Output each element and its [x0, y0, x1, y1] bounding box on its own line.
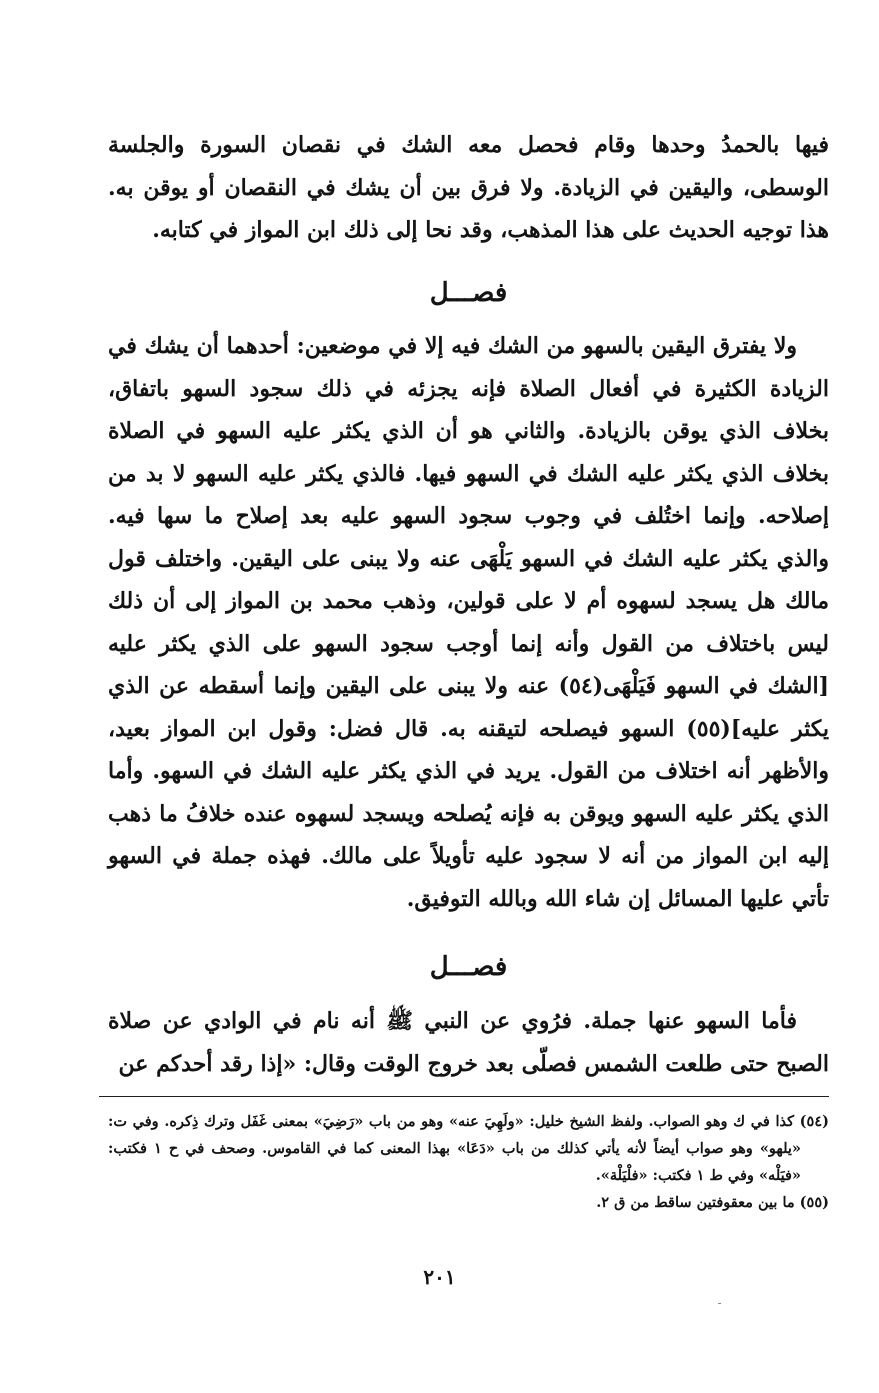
paragraph-2-container: [108, 325, 829, 920]
footnote-55: (٥٥) ما بين معقوفتين ساقط من ق ٢.: [596, 1194, 829, 1211]
paragraph-2: ولا يفترق اليقين بالسهو من الشك فيه إلا في موضعين: أحدهما أن يشك في الزيادة الكثيرة في أفعال الصلاة فإنه يجزئه في ذلك سجود السهو باتفاق، بخلاف الذي يوقن بالزيادة. والثاني هو أن الذي يكثر عليه السهو في الصلاة بخلاف الذي يكثر عليه الشك في السهو فيها. فالذي يكثر عليه السهو لا بد من إصلاحه. وإنما اختُلف في وجوب سجود السهو عليه بعد إصلاح ما سها فيه. والذي يكثر عليه الشك في السهو يَلْهَى عنه ولا يبنى على اليقين. واختلف قول مالك هل يسجد لسهوه أم لا على قولين، وذهب محمد بن المواز إلى أن ذلك ليس باختلاف من القول وأنه إنما أوجب سجود السهو على الذي يكثر عليه [الشك في السهو فَيَلْهَى(٥٤) عنه ولا يبنى على اليقين وإنما أسقطه عن الذي يكثر عليه](٥٥) السهو فيصلحه لتيقنه به. قال فضل: وقول ابن المواز بعيد، والأظهر أنه اختلاف من القول. يريد في الذي يكثر عليه الشك في السهو. وأما الذي يكثر عليه السهو ويوقن به فإنه يُصلحه ويسجد لسهوه عنده خلافُ ما ذهب إليه ابن المواز من أنه لا سجود عليه تأويلاً على مالك. فهذه جملة في السهو تأتي عليها المسائل إن شاء الله وبالله التوفيق.: [108, 333, 830, 912]
paragraph-1-container: [108, 124, 829, 252]
footnote-54: (٥٤) كذا في ك وهو الصواب. ولفظ الشيخ خليل: «ولَهِيَ عنه» وهو من باب «رَضِيَ» بمعنى غَفَل وترك ذِكره. وفي ت: «يلهو» وهو صواب أيضاً لأنه يأتي كذلك من باب «دَعَا» بهذا المعنى كما في القاموس. وصحف في ح ١ فكتب: «فيَلْه» وفي ط ١ فكتب: «فلْيَلْة».: [108, 1113, 829, 1184]
section-heading-fasl-1: فصـــل: [429, 278, 508, 308]
page-number: ٢٠١: [423, 1265, 456, 1289]
paragraph-3-container: [108, 1000, 829, 1085]
section-heading-fasl-2: فصـــل: [429, 952, 508, 982]
footnotes: [108, 1108, 829, 1216]
scan-speck: [718, 1303, 721, 1304]
paragraph-1: فيها بالحمدُ وحدها وقام فحصل معه الشك في نقصان السورة والجلسة الوسطى، واليقين في الزيادة. ولا فرق بين أن يشك في النقصان أو يوقن به. هذا توجيه الحديث على هذا المذهب، وقد نحا إلى ذلك ابن المواز في كتابه.: [108, 132, 829, 243]
footnote-divider: [99, 1096, 829, 1097]
paragraph-3: فأما السهو عنها جملة. فرُوي عن النبي ﷺ أنه نام في الوادي عن صلاة الصبح حتى طلعت الشمس فصلّى بعد خروج الوقت وقال: «إذا رقد أحدكم عن: [108, 1008, 829, 1077]
